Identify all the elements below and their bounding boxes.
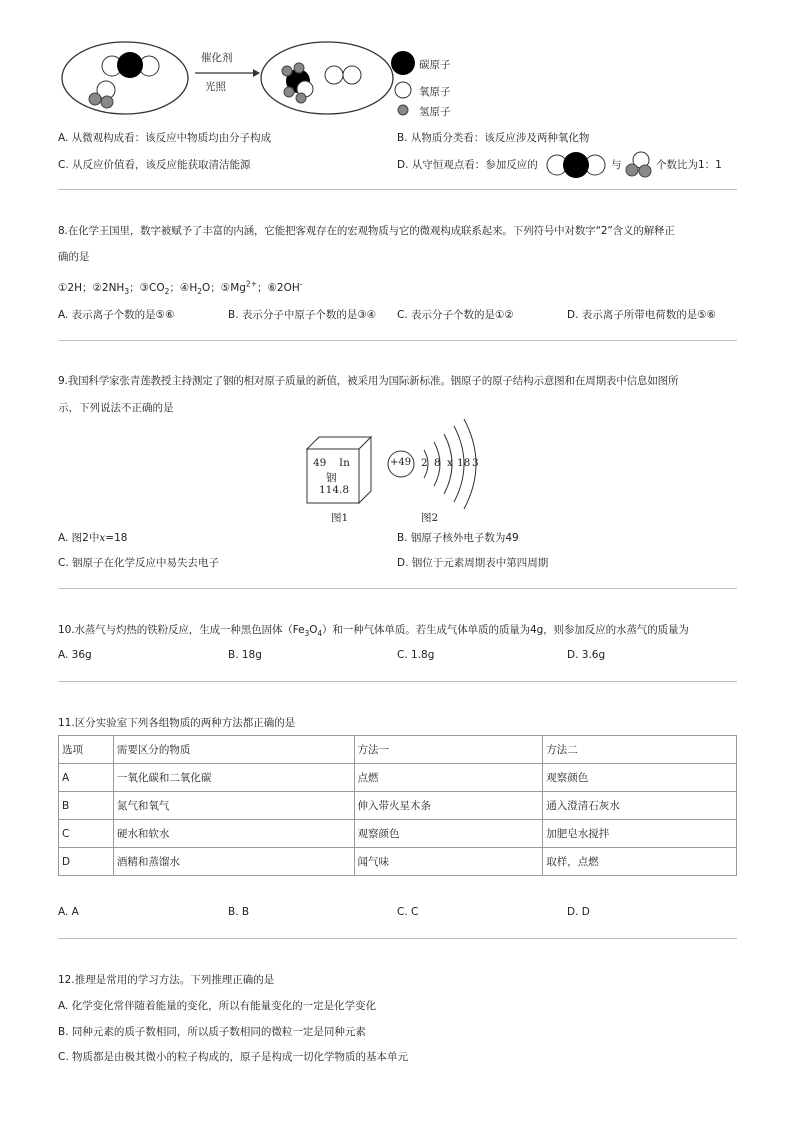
shell-electrons-2: 8 [434, 457, 441, 469]
water-molecule-icon [624, 150, 656, 178]
table-cell: A [59, 764, 114, 792]
q9-stem-line1: 9.我国科学家张青莲教授主持测定了铟的相对原子质量的新值，被采用为国际新标准。铟原子的原子结构示意图和在周期表中信息如图所 [58, 375, 679, 387]
q12-option-c[interactable]: C. 物质都是由极其微小的粒子构成的，原子是构成一切化学物质的基本单元 [58, 1051, 409, 1063]
condition-label: 光照 [205, 81, 226, 93]
table-header-cell: 选项 [59, 736, 114, 764]
q9-option-b[interactable]: B. 铟原子核外电子数为49 [397, 532, 519, 544]
table-cell: 观察颜色 [543, 764, 737, 792]
q7-option-d-suffix: 个数比为1：1 [656, 159, 722, 171]
table-header-cell: 方法二 [543, 736, 737, 764]
divider [58, 681, 737, 682]
hydrogen-atom [296, 93, 306, 103]
table-cell: 一氧化碳和二氧化碳 [113, 764, 354, 792]
table-row [59, 764, 737, 792]
q7-option-d-mid: 与 [611, 159, 622, 171]
element-mass: 114.8 [319, 484, 350, 496]
q8-option-a[interactable]: A. 表示离子个数的是⑤⑥ [58, 309, 175, 321]
q10-stem: 10.水蒸气与灼热的铁粉反应，生成一种黑色固体$(Fe_3O_4)$和一种气体单质。若生成气体单质的质量为4g，则参加反应的水蒸气的质量为 [58, 624, 689, 639]
q8-stem-line1: 8.在化学王国里，数字被赋予了丰富的内涵，它能把客观存在的宏观物质与它的微观构成联系起来。下列符号中对数字“2”含义的解释正 [58, 225, 675, 237]
q7-option-a[interactable]: A. 从微观构成看：该反应中物质均由分子构成 [58, 132, 272, 144]
q11-option-d[interactable]: D. D [567, 906, 590, 918]
comparison-table [58, 735, 737, 876]
table-cell: 伸入带火星木条 [354, 792, 543, 820]
legend-oxygen-label: 氧原子 [419, 86, 451, 98]
hydrogen-atom [294, 63, 304, 73]
figure-2-caption: 图2 [421, 512, 439, 524]
legend-carbon-label: 碳原子 [419, 59, 451, 71]
q9-option-c[interactable]: C. 铟原子在化学反应中易失去电子 [58, 557, 220, 569]
table-row [59, 848, 737, 876]
shell-electrons-1: 2 [421, 457, 428, 469]
table-header-cell: 方法一 [354, 736, 543, 764]
shell-electrons-4: 18 [457, 457, 471, 469]
table-row [59, 820, 737, 848]
table-cell: 点燃 [354, 764, 543, 792]
table-cell: 通入澄清石灰水 [543, 792, 737, 820]
q10-option-a[interactable]: A. 36g [58, 649, 92, 661]
nucleus-charge: +49 [390, 457, 412, 468]
element-symbol: In [339, 457, 350, 469]
legend-carbon-icon [391, 51, 415, 75]
legend-oxygen-icon [395, 82, 411, 98]
divider [58, 588, 737, 589]
table-cell: D [59, 848, 114, 876]
q8-option-d[interactable]: D. 表示离子所带电荷数的是⑤⑥ [567, 309, 717, 321]
arrow-head [253, 69, 260, 77]
q8-option-c[interactable]: C. 表示分子个数的是①② [397, 309, 514, 321]
table-header-row [59, 736, 737, 764]
element-number: 49 [313, 457, 327, 469]
q9-option-d[interactable]: D. 铟位于元素周期表中第四周期 [397, 557, 549, 569]
q8-stem-line2: 确的是 [58, 251, 90, 263]
q11-option-c[interactable]: C. C [397, 906, 419, 918]
table-cell: 氮气和氧气 [113, 792, 354, 820]
table-cell: 观察颜色 [354, 820, 543, 848]
shell-electrons-5: 3 [472, 457, 479, 469]
reaction-diagram [55, 38, 475, 128]
legend-hydrogen-icon [398, 105, 408, 115]
q10-option-b[interactable]: B. 18g [228, 649, 262, 661]
figure-1-caption: 图1 [331, 512, 349, 524]
oxygen-atom [325, 66, 343, 84]
table-cell: 硬水和软水 [113, 820, 354, 848]
catalyst-label: 催化剂 [201, 52, 233, 64]
reactants-ellipse [62, 42, 188, 114]
divider [58, 189, 737, 190]
legend-hydrogen-label: 氢原子 [419, 106, 451, 118]
table-row [59, 792, 737, 820]
q11-option-a[interactable]: A. A [58, 906, 79, 918]
element-name: 铟 [326, 472, 337, 484]
q10-option-c[interactable]: C. 1.8g [397, 649, 435, 661]
q7-option-d[interactable] [397, 157, 538, 172]
table-cell: 酒精和蒸馏水 [113, 848, 354, 876]
q8-symbols: ①2H；$②2NH_3$；$③CO_2$；$④H_2O$；$⑤Mg^{2+}$；⑥2OH- [58, 279, 303, 297]
table-cell: 加肥皂水搅拌 [543, 820, 737, 848]
hydrogen-atom [284, 87, 294, 97]
q11-option-b[interactable]: B. B [228, 906, 250, 918]
q10-option-d[interactable]: D. 3.6g [567, 649, 606, 661]
q7-option-d-prefix: D. 从守恒观点看：参加反应的 [397, 159, 538, 171]
hydrogen-atom [282, 66, 292, 76]
divider [58, 340, 737, 341]
q12-stem: 12.推理是常用的学习方法。下列推理正确的是 [58, 974, 275, 986]
q9-option-a[interactable]: A. 图2中x=18 [58, 532, 128, 544]
table-cell: C [59, 820, 114, 848]
table-cell: 取样，点燃 [543, 848, 737, 876]
q7-option-c[interactable]: C. 从反应价值看，该反应能获取清洁能源 [58, 159, 251, 171]
hydrogen-atom [101, 96, 113, 108]
q9-stem-line2: 示，下列说法不正确的是 [58, 402, 174, 414]
oxygen-atom [343, 66, 361, 84]
q8-option-b[interactable]: B. 表示分子中原子个数的是③④ [228, 309, 377, 321]
hydrogen-atom [89, 93, 101, 105]
co2-molecule-icon [545, 152, 607, 178]
table-header-cell: 需要区分的物质 [113, 736, 354, 764]
q12-option-a[interactable]: A. 化学变化常伴随着能量的变化，所以有能量变化的一定是化学变化 [58, 1000, 377, 1012]
carbon-atom [117, 52, 143, 78]
q12-option-b[interactable]: B. 同种元素的质子数相同，所以质子数相同的微粒一定是同种元素 [58, 1026, 366, 1038]
shell-electrons-3: x [447, 457, 453, 469]
table-cell: 闻气味 [354, 848, 543, 876]
q7-option-b[interactable]: B. 从物质分类看：该反应涉及两种氧化物 [397, 132, 590, 144]
q11-stem: 11.区分实验室下列各组物质的两种方法都正确的是 [58, 717, 296, 729]
divider [58, 938, 737, 939]
table-cell: B [59, 792, 114, 820]
